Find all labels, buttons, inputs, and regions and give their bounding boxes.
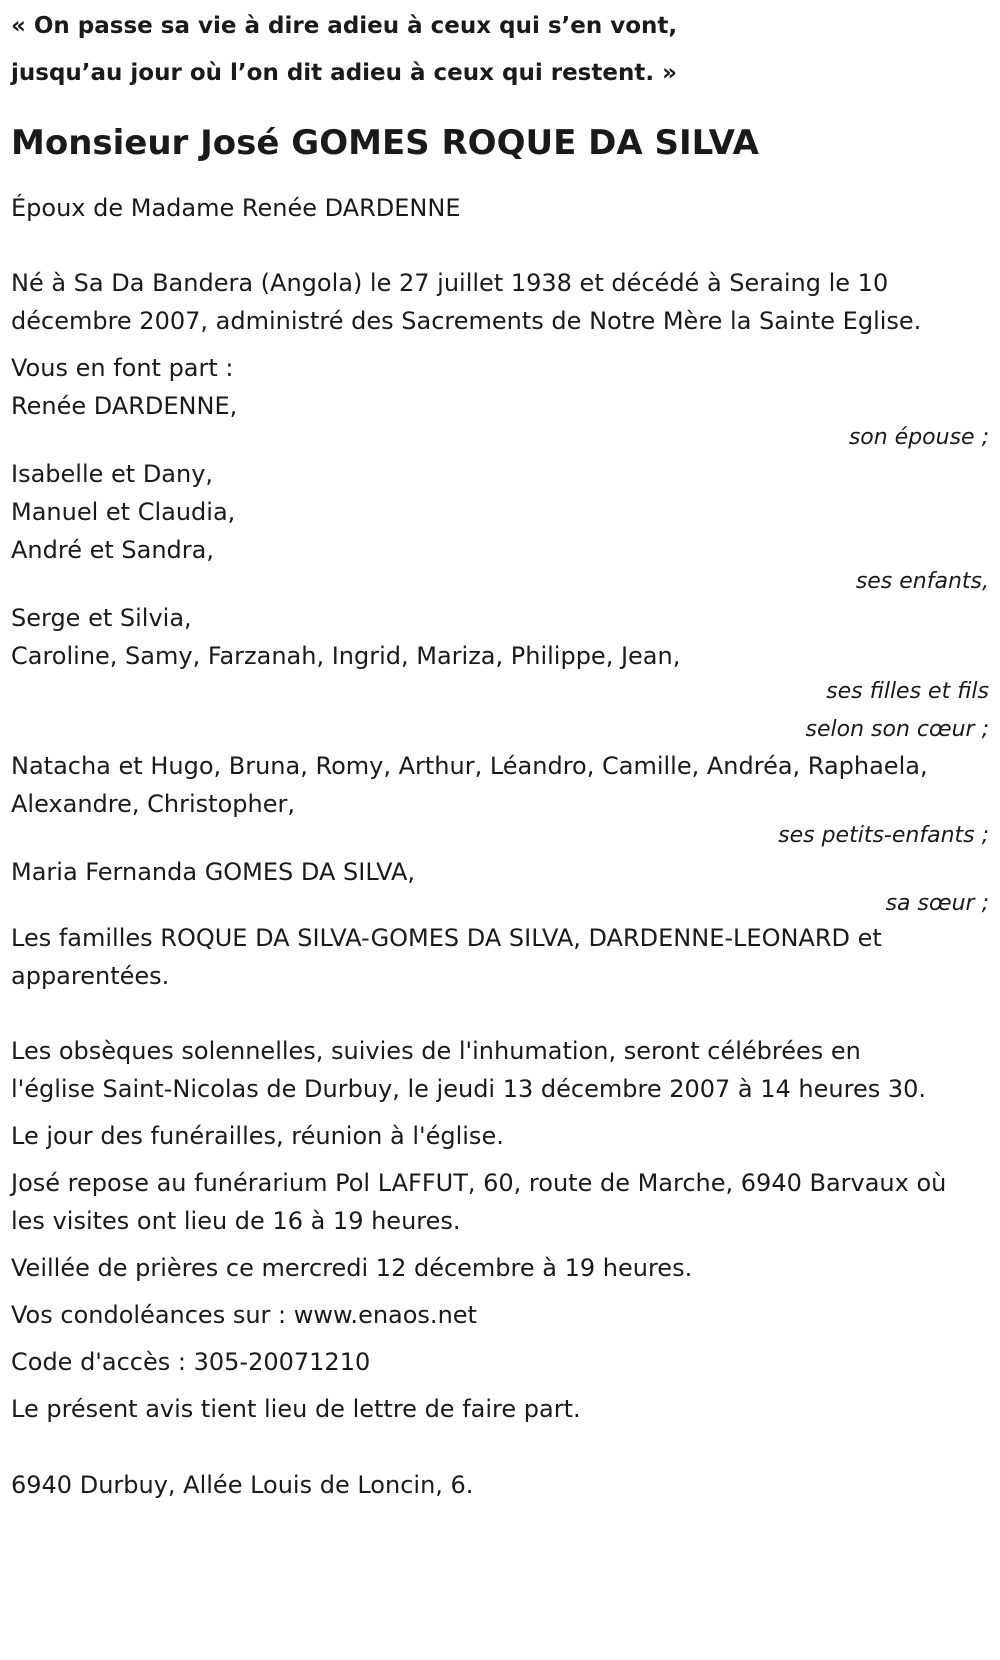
vigil-text: Veillée de prières ce mercredi 12 décembre à 19 heures. bbox=[11, 1254, 693, 1282]
sister-role: sa sœur ; bbox=[885, 891, 989, 916]
access-code-text: Code d'accès : 305-20071210 bbox=[11, 1348, 371, 1376]
spouse-name: Renée DARDENNE, bbox=[11, 392, 238, 420]
meeting-text: Le jour des funérailles, réunion à l'église. bbox=[11, 1122, 504, 1150]
spouse-line: Époux de Madame Renée DARDENNE bbox=[11, 194, 461, 222]
epigraph-quote bbox=[11, 0, 1000, 97]
notice-text: Le présent avis tient lieu de lettre de faire part. bbox=[11, 1395, 581, 1423]
families-text: Les familles ROQUE DA SILVA-GOMES DA SILVA, DARDENNE-LEONARD et apparentées. bbox=[11, 924, 882, 990]
children-role: ses enfants, bbox=[855, 569, 989, 594]
heart-role-2: selon son cœur ; bbox=[805, 717, 989, 742]
child-entry: Manuel et Claudia, bbox=[11, 498, 236, 526]
sister-name: Maria Fernanda GOMES DA SILVA, bbox=[11, 858, 415, 886]
heart-role-1: ses filles et fils bbox=[826, 679, 989, 704]
condolences-text: Vos condoléances sur : www.enaos.net bbox=[11, 1301, 477, 1329]
spouse-role: son épouse ; bbox=[848, 425, 989, 450]
child-entry: Isabelle et Dany, bbox=[11, 460, 214, 488]
children-list bbox=[11, 455, 1000, 569]
grandchildren-list: Natacha et Hugo, Bruna, Romy, Arthur, Léandro, Camille, Andréa, Raphaela, Alexandre, Christopher, bbox=[11, 752, 928, 818]
heart-children-2: Caroline, Samy, Farzanah, Ingrid, Mariza, Philippe, Jean, bbox=[11, 642, 681, 670]
deceased-name: Monsieur José GOMES ROQUE DA SILVA bbox=[11, 123, 759, 163]
heart-children-1: Serge et Silvia, bbox=[11, 604, 192, 632]
quote-line-2: jusqu’au jour où l’on dit adieu à ceux qui restent. » bbox=[11, 60, 677, 86]
child-entry: André et Sandra, bbox=[11, 536, 214, 564]
rest-text: José repose au funérarium Pol LAFFUT, 60, route de Marche, 6940 Barvaux où les visites ont lieu de 16 à 19 heures. bbox=[11, 1169, 947, 1235]
address-text: 6940 Durbuy, Allée Louis de Loncin, 6. bbox=[11, 1471, 474, 1499]
birth-death-text: Né à Sa Da Bandera (Angola) le 27 juillet 1938 et décédé à Seraing le 10 décembre 2007, administré des Sacrements de Notre Mère la Sainte Eglise. bbox=[11, 269, 922, 335]
grandchildren-role: ses petits-enfants ; bbox=[778, 823, 989, 848]
quote-line-1: « On passe sa vie à dire adieu à ceux qui s’en vont, bbox=[11, 13, 678, 39]
family-intro: Vous en font part : bbox=[11, 354, 234, 382]
ceremony-text: Les obsèques solennelles, suivies de l'inhumation, seront célébrées en l'église Saint-Nicolas de Durbuy, le jeudi 13 décembre 2007 à 14 heures 30. bbox=[11, 1037, 927, 1103]
